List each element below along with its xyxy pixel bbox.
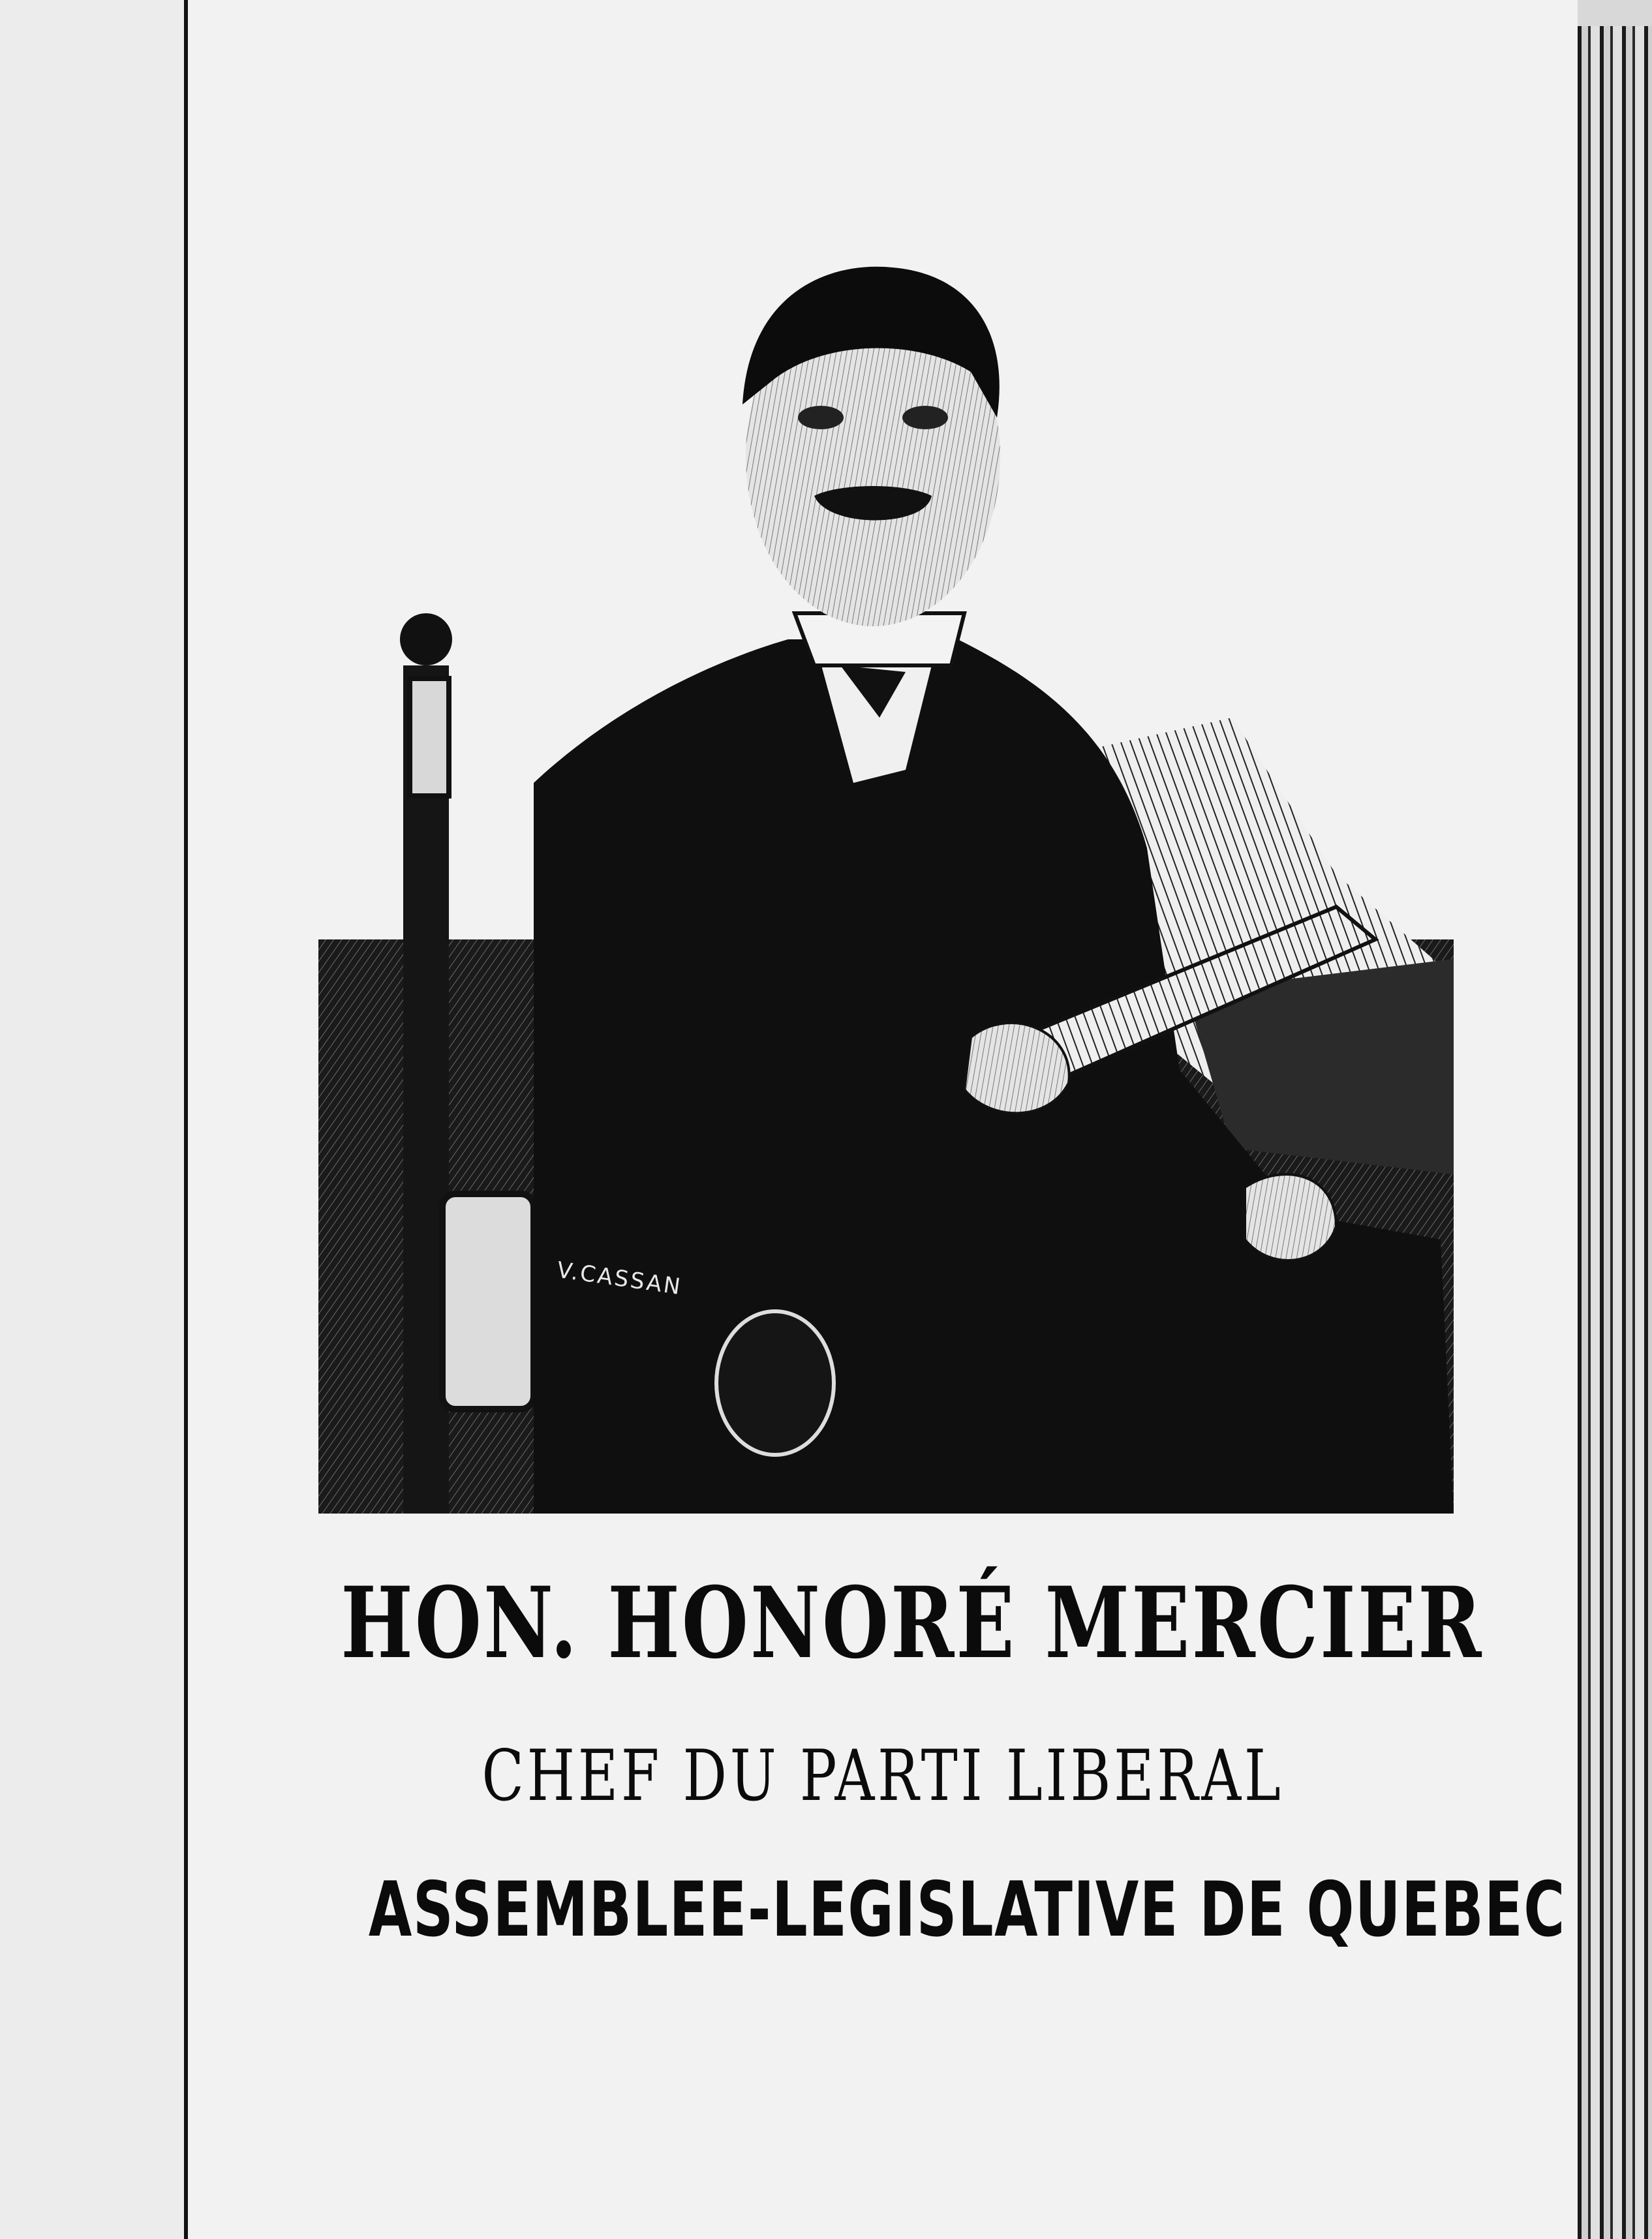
page-edges xyxy=(1578,26,1652,2239)
engraver-signature: V.CASSAN xyxy=(555,1257,684,1301)
portrait-name: HON. HONORÉ MERCIER xyxy=(341,1566,1484,1681)
portrait-engraving xyxy=(318,222,1454,1533)
left-facing-page xyxy=(0,0,184,2239)
portrait-assembly: ASSEMBLEE-LEGISLATIVE DE QUEBEC xyxy=(368,1866,1566,1954)
portrait-role: CHEF DU PARTI LIBERAL xyxy=(482,1735,1284,1817)
document-page xyxy=(188,0,1578,2239)
